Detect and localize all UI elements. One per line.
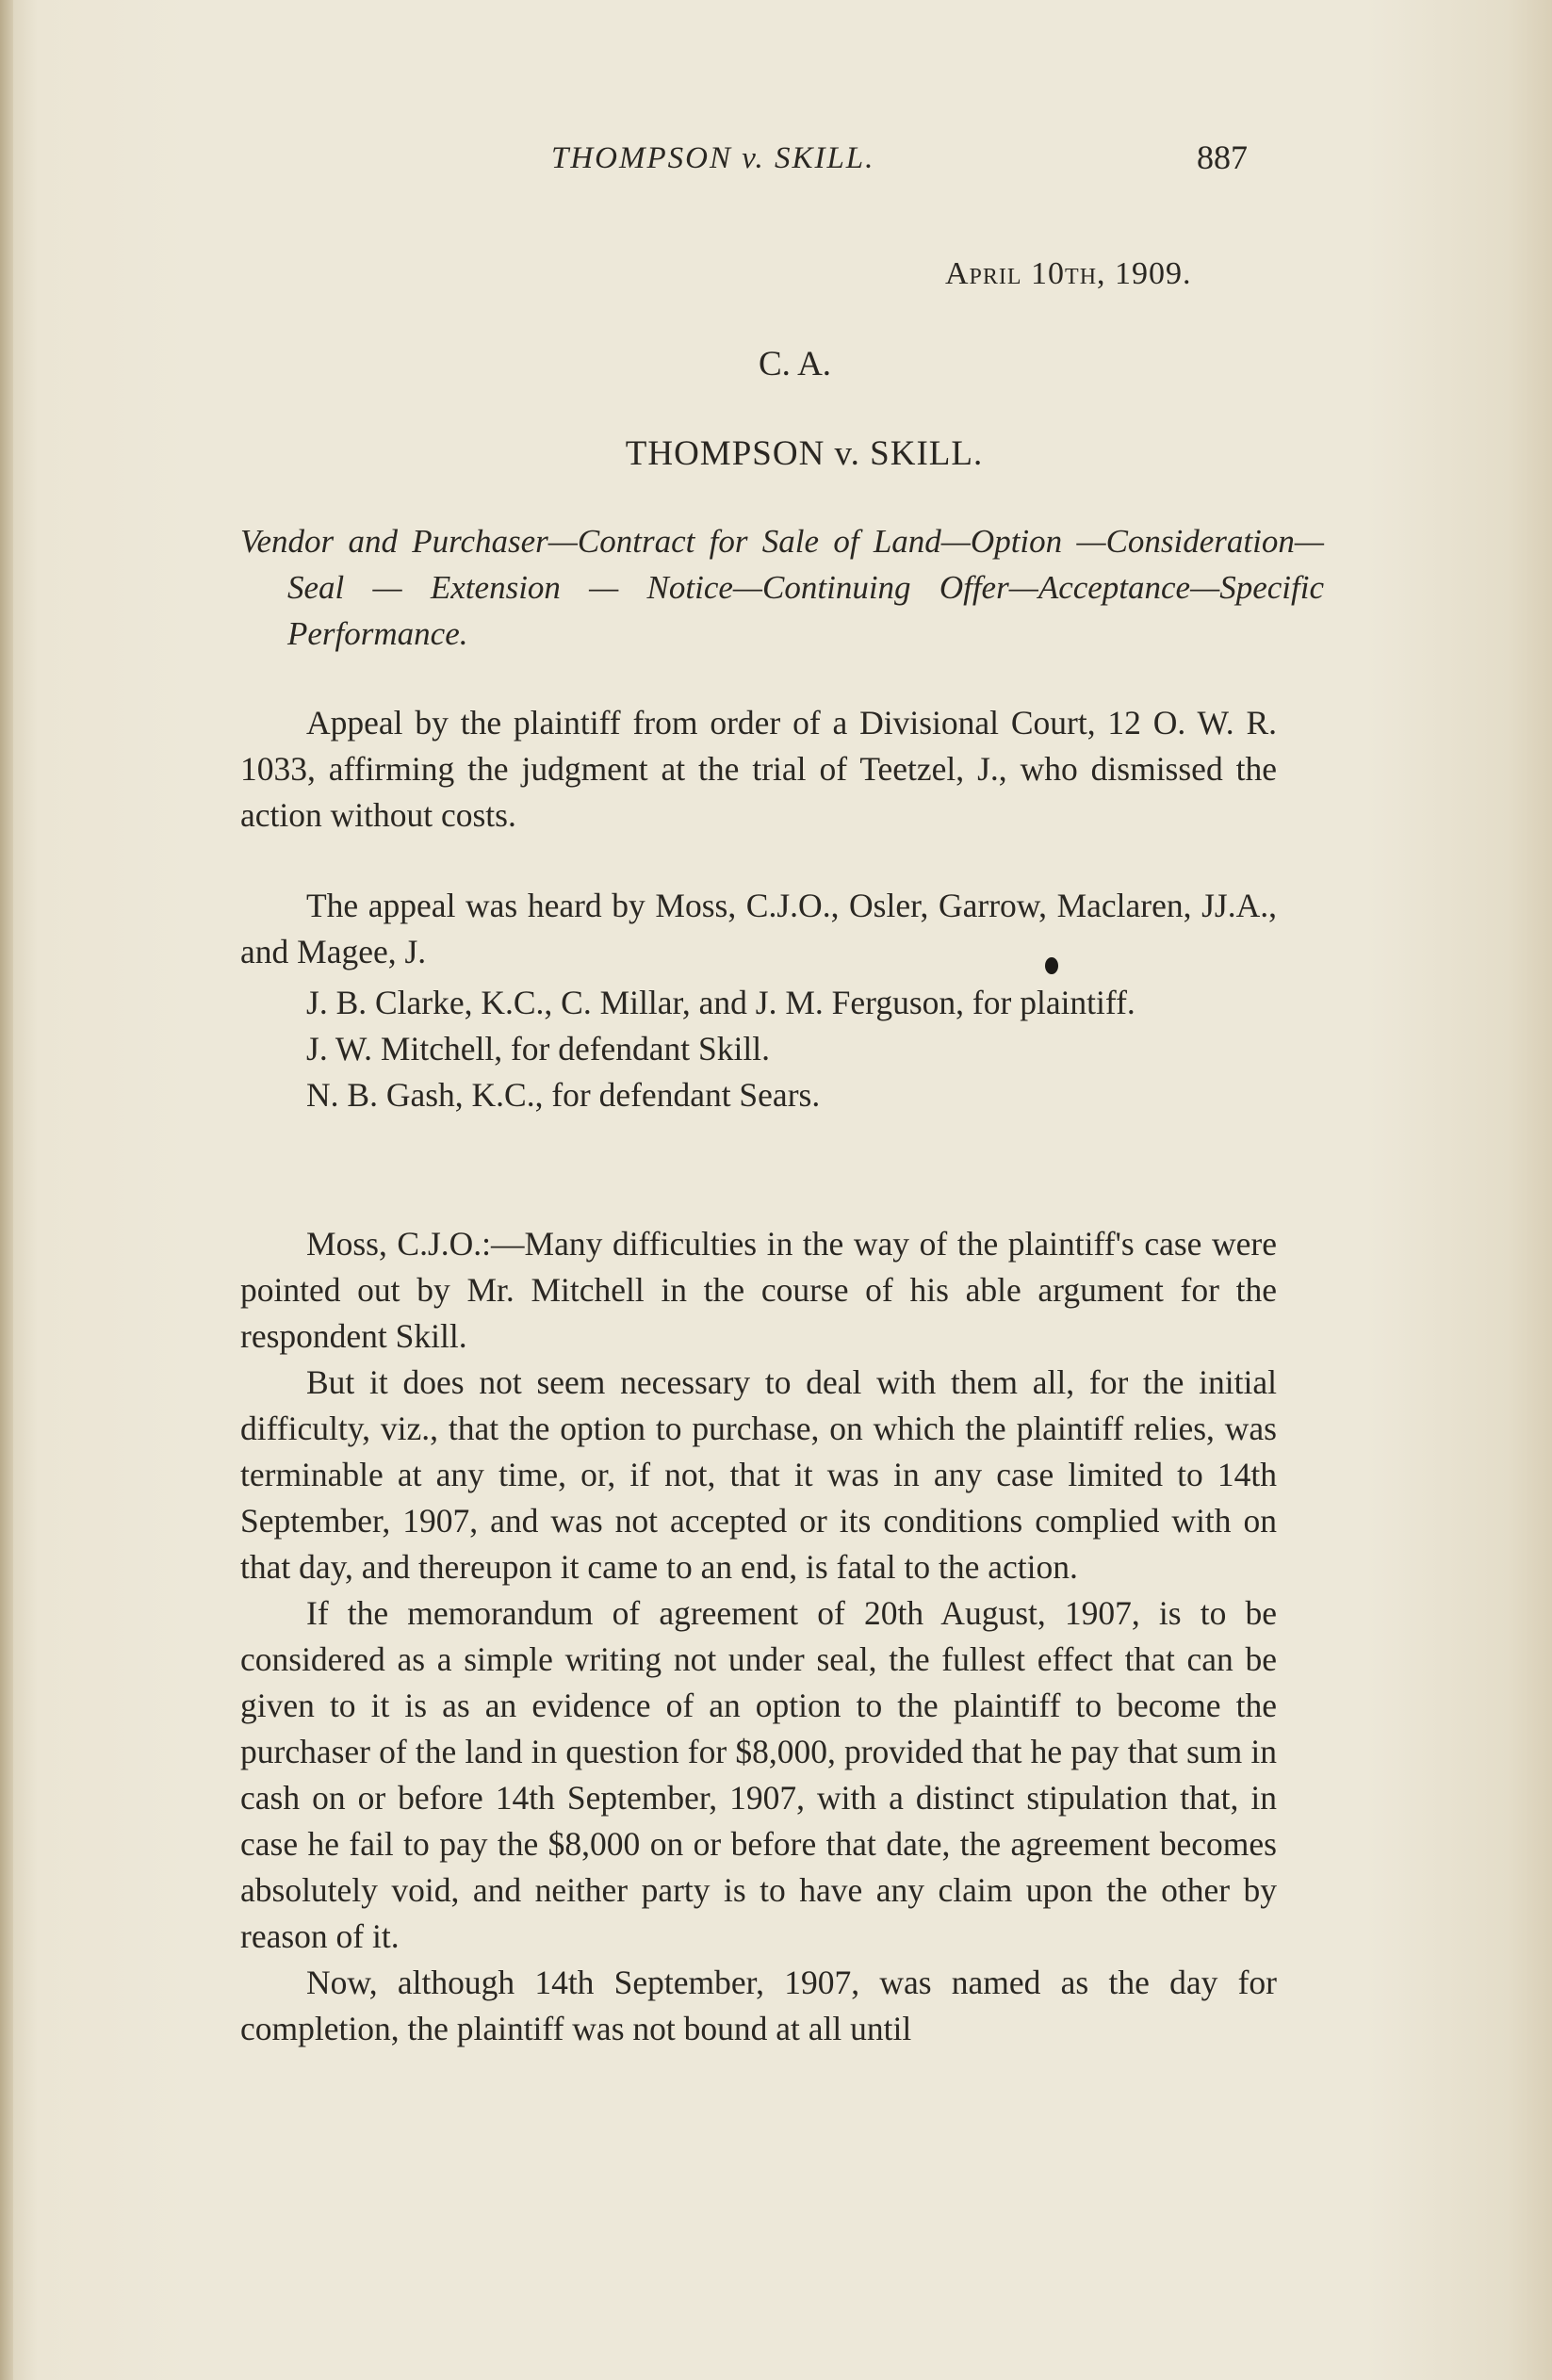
judgment-paragraph-4: Now, although 14th September, 1907, was named as the day for completion, the plaintiff was not bound at all until (240, 1964, 1277, 2047)
judgment-text (240, 1221, 1277, 2052)
counsel-defendant-sears: N. B. Gash, K.C., for defendant Sears. (306, 1076, 821, 1114)
decision-date: April 10th, 1909. (945, 256, 1192, 291)
ink-blot (1045, 957, 1058, 974)
counsel-defendant-skill: J. W. Mitchell, for defendant Skill. (306, 1030, 771, 1068)
case-title: THOMPSON v. SKILL. (625, 434, 984, 473)
court-abbreviation: C. A. (758, 345, 832, 383)
counsel-list (240, 980, 1277, 1118)
running-head: THOMPSON v. SKILL. (551, 141, 875, 175)
appeal-paragraph: Appeal by the plaintiff from order of a Divisional Court, 12 O. W. R. 1033, affirming the judgment at the trial of Teetzel, J., who dismissed the action without costs. (240, 704, 1277, 834)
judgment-paragraph-2: But it does not seem necessary to deal with them all, for the initial difficulty, viz., that the option to purchase, on which the plaintiff relies, was terminable at any time, or, if not, that it was in any case limited to 14th September, 1907, and was not accepted or its conditions complied with on that day, and thereupon it came to an end, is fatal to the action. (240, 1363, 1277, 1586)
headnote: Vendor and Purchaser—Contract for Sale of Land—Option —Consideration—Seal — Extension — Notice—Continuing Offer—Acceptance—Specific Performance. (240, 523, 1324, 652)
bench-statement (240, 883, 1277, 975)
page-number: 887 (1197, 139, 1248, 176)
judgment-paragraph-1: Moss, C.J.O.:—Many difficulties in the way of the plaintiff's case were pointed out by Mr. Mitchell in the course of his able argument for the respondent Skill. (240, 1225, 1277, 1355)
judgment-paragraph-3: If the memorandum of agreement of 20th August, 1907, is to be considered as a simple writing not under seal, the fullest effect that can be given to it is as an evidence of an option to the plaintiff to become the purchaser of the land in question for $8,000, provided that he pay that sum in cash on or before 14th September, 1907, with a distinct stipulation that, in case he fail to pay the $8,000 on or before that date, the agreement becomes absolutely void, and neither party is to have any claim upon the other by reason of it. (240, 1594, 1277, 1955)
counsel-plaintiff: J. B. Clarke, K.C., C. Millar, and J. M. Ferguson, for plaintiff. (306, 984, 1135, 1021)
appeal-statement (240, 700, 1277, 839)
heard-paragraph: The appeal was heard by Moss, C.J.O., Osler, Garrow, Maclaren, JJ.A., and Magee, J. (240, 887, 1277, 970)
